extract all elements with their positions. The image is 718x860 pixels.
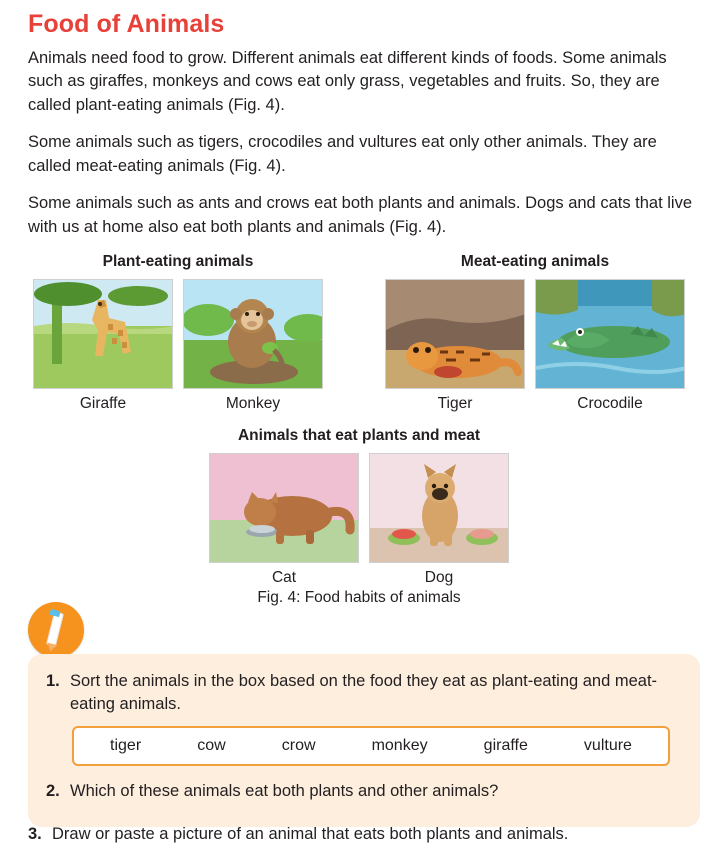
word-vulture[interactable]: vulture (583, 737, 632, 755)
tiger-image (385, 279, 525, 389)
question-3-number: 3. (28, 825, 42, 843)
question-1-text: Sort the animals in the box based on the food they eat as plant-eating and meat-eating animals. (70, 672, 658, 714)
monkey-illustration (184, 280, 322, 388)
group-plant-eating-images (33, 279, 323, 413)
caption-cat: Cat (271, 568, 297, 586)
dog-drawing (370, 454, 509, 563)
question-2-text: Which of these animals eat both plants and other animals? (70, 782, 499, 801)
word-cow[interactable]: cow (197, 737, 226, 755)
action-badge-label: ACTION (15, 592, 27, 648)
dog-image (369, 453, 509, 563)
word-box (72, 726, 670, 766)
figure-item-tiger (385, 279, 525, 413)
paragraph-2: Some animals such as tigers, crocodiles and vultures eat only other animals. They are called meat-eating animals (Fig. 4). (28, 133, 657, 175)
monkey-drawing (184, 280, 323, 389)
cat-image (209, 453, 359, 563)
group-meat-eating (385, 253, 685, 413)
word-monkey[interactable]: monkey (371, 737, 428, 755)
group-omnivores (0, 427, 718, 607)
figure-4 (0, 253, 718, 607)
caption-tiger: Tiger (437, 394, 473, 412)
word-crow[interactable]: crow (281, 737, 316, 755)
group-omnivores-images (0, 453, 718, 587)
figure-item-monkey (183, 279, 323, 413)
monkey-image (183, 279, 323, 389)
giraffe-illustration (34, 280, 172, 388)
page-title: Food of Animals (28, 10, 225, 38)
question-3-text: Draw or paste a picture of an animal that eats both plants and animals. (52, 825, 569, 843)
giraffe-image (33, 279, 173, 389)
caption-dog: Dog (424, 568, 454, 586)
cat-drawing (210, 454, 359, 563)
word-giraffe[interactable]: giraffe (483, 737, 528, 755)
activity-question-3 (28, 825, 708, 844)
figure-item-cat (209, 453, 359, 587)
group-meat-eating-images (385, 279, 685, 413)
tiger-drawing (386, 280, 525, 389)
question-2-number: 2. (46, 782, 60, 801)
activity-question-2 (46, 780, 682, 803)
paragraph-1: Animals need food to grow. Different animals eat different kinds of foods. Some animals such as giraffes, monkeys and cows eat only grass, vegetables and fruits. So, they are called plant-eating animals (Fig. 4). (28, 49, 667, 114)
figure-item-crocodile (535, 279, 685, 413)
figure-item-dog (369, 453, 509, 587)
paragraph-3: Some animals such as ants and crows eat both plants and animals. Dogs and cats that live with us at home also eat both plants and animals (Fig. 4). (28, 194, 693, 236)
group-title-plant-eating: Plant-eating animals (102, 252, 254, 270)
page (0, 10, 718, 860)
giraffe-drawing (34, 280, 173, 389)
caption-monkey: Monkey (225, 394, 281, 412)
caption-crocodile: Crocodile (577, 394, 643, 412)
activity-panel (28, 654, 700, 827)
group-title-omnivores: Animals that eat plants and meat (237, 426, 481, 444)
activity-question-1 (46, 670, 682, 716)
figure-caption: Fig. 4: Food habits of animals (257, 588, 461, 606)
figure-top-row (0, 253, 718, 413)
figure-item-giraffe (33, 279, 173, 413)
crocodile-drawing (536, 280, 685, 389)
crocodile-image (535, 279, 685, 389)
group-plant-eating (33, 253, 323, 413)
crocodile-illustration (536, 280, 684, 388)
group-title-meat-eating: Meat-eating animals (460, 252, 610, 270)
caption-giraffe: Giraffe (79, 394, 127, 412)
dog-illustration (370, 454, 508, 562)
word-tiger[interactable]: tiger (110, 737, 142, 755)
tiger-illustration (386, 280, 524, 388)
cat-illustration (210, 454, 358, 562)
question-1-number: 1. (46, 672, 60, 690)
